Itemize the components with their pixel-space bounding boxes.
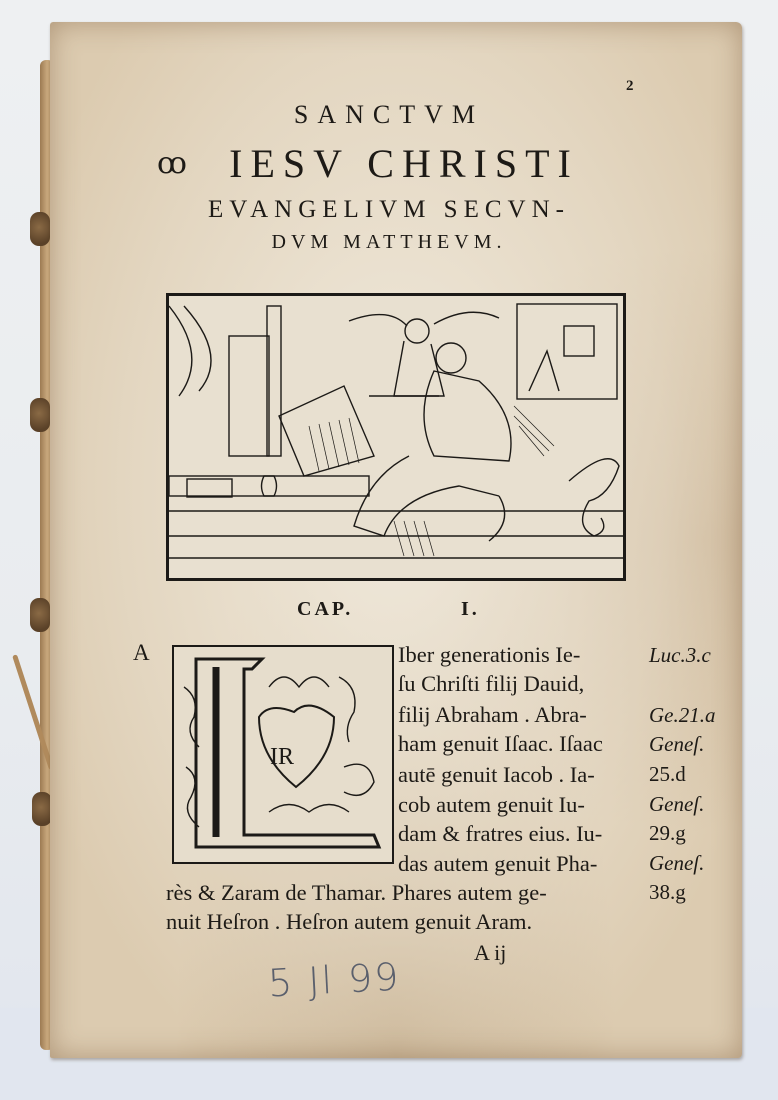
marginal-note: Luc.3.c — [649, 643, 711, 667]
pencil-annotation: 5 Jl 99 — [266, 954, 402, 1006]
text-line: autē genuit Iacob . Ia- — [398, 762, 595, 787]
decorated-initial — [172, 645, 394, 864]
binding-knot — [30, 398, 50, 432]
initial-monogram: IR — [270, 744, 294, 770]
text-line: ham genuit Iſaac. Iſaac — [398, 731, 603, 756]
title-line-1: SANCTVM — [293, 100, 485, 129]
text-line: nuit Heſron . Heſron autem genuit Aram. — [166, 909, 533, 934]
title-line-4: DVM MATTHEVM. — [271, 231, 507, 253]
text-line: Iber generationis Ie- — [398, 642, 581, 667]
title-line-2: IESV CHRISTI — [229, 141, 579, 186]
binding-knot — [30, 598, 50, 632]
marginal-note: Geneſ. — [649, 851, 705, 875]
text-line: cob autem genuit Iu- — [398, 792, 585, 817]
text-line: rès & Zaram de Thamar. Phares autem ge- — [166, 880, 547, 905]
chapter-label: CAP. — [297, 598, 354, 620]
signature-mark: 2 — [626, 78, 634, 94]
title-line-3: EVANGELIVM SECVN- — [208, 196, 570, 223]
margin-section-letter: A — [133, 640, 150, 665]
text-line: ſu Chriſti filij Dauid, — [398, 671, 585, 696]
marginal-note: Geneſ. — [649, 732, 705, 756]
marginal-note: Geneſ. — [649, 792, 705, 816]
text-line: das autem genuit Pha- — [398, 851, 598, 876]
marginal-note: 38.g — [649, 880, 686, 904]
signature-catchword: A ij — [474, 940, 507, 965]
chapter-number: I. — [461, 598, 480, 620]
text-line: filij Abraham . Abra- — [398, 702, 587, 727]
marginal-note: 29.g — [649, 821, 686, 845]
binding-knot — [32, 792, 52, 826]
decorated-initial-l-icon — [174, 647, 392, 862]
marginal-note: Ge.21.a — [649, 703, 716, 727]
marginal-note: 25.d — [649, 762, 686, 786]
woodcut-illustration — [166, 293, 626, 581]
text-line: dam & fratres eius. Iu- — [398, 821, 603, 846]
woodcut-image-icon — [169, 296, 623, 578]
fleuron-ornament-icon: ꝏ — [157, 147, 187, 180]
